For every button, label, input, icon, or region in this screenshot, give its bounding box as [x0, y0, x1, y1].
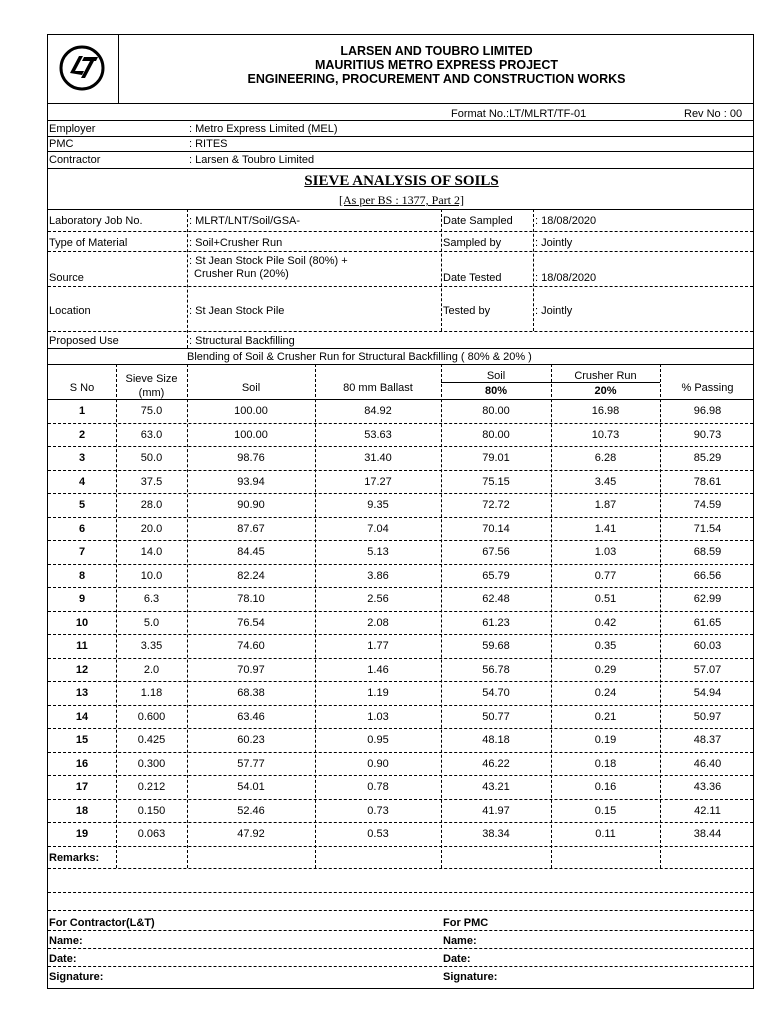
- cell-passing: 90.73: [693, 428, 722, 441]
- cell-sno: 3: [78, 452, 86, 464]
- material-label: Type of Material: [49, 237, 128, 249]
- column-header-ballast: 80 mm Ballast: [343, 382, 413, 394]
- row-divider: [48, 493, 753, 494]
- company-name: LARSEN AND TOUBRO LIMITED: [340, 44, 533, 58]
- cell-ballast: 0.53: [367, 828, 389, 840]
- row-divider: [48, 799, 753, 800]
- cell-sieve-size: 0.300: [137, 757, 166, 770]
- cell-crusher-run: 6.28: [594, 452, 617, 464]
- cell-passing: 61.65: [693, 616, 722, 629]
- cell-sieve-size: 0.600: [137, 710, 166, 723]
- location-label: Location: [49, 305, 91, 317]
- cell-crusher-run: 0.77: [594, 569, 617, 582]
- column-header-passing: % Passing: [681, 382, 734, 394]
- employer-label: Employer: [49, 123, 96, 135]
- row-divider: [48, 846, 753, 847]
- sieve-analysis-form: [47, 34, 754, 989]
- cell-passing: 43.36: [693, 781, 722, 793]
- cell-sno: 18: [75, 804, 89, 817]
- sampled-by-label: Sampled by: [443, 237, 502, 249]
- cell-passing: 54.94: [693, 687, 722, 699]
- cell-soil-blend: 38.34: [482, 828, 510, 840]
- row-divider: [48, 587, 753, 588]
- cell-soil: 57.77: [237, 757, 265, 770]
- row-divider: [48, 423, 753, 424]
- cell-crusher-run: 1.87: [594, 499, 617, 511]
- cell-ballast: 1.03: [367, 710, 389, 723]
- cell-crusher-run: 1.41: [594, 522, 617, 535]
- row-divider: [48, 634, 753, 635]
- cell-ballast: 17.27: [364, 475, 392, 488]
- cell-sno: 14: [75, 710, 89, 723]
- cell-crusher-run: 0.19: [594, 734, 617, 746]
- column-header-sieve-size: Sieve Size: [125, 373, 178, 385]
- date-sampled-value: : 18/08/2020: [535, 215, 597, 227]
- cell-sieve-size: 20.0: [140, 522, 163, 535]
- cell-ballast: 3.86: [367, 569, 389, 582]
- employer-value: : Metro Express Limited (MEL): [189, 123, 338, 135]
- lab-job-value: : MLRT/LNT/Soil/GSA-: [189, 215, 301, 227]
- pmc-name-label: Name:: [443, 935, 477, 947]
- cell-soil: 76.54: [237, 616, 265, 629]
- contractor-signoff-title: For Contractor(L&T): [49, 917, 155, 929]
- source-label: Source: [49, 272, 84, 284]
- column-header-sieve-unit: (mm): [138, 387, 165, 399]
- tested-by-label: Tested by: [443, 305, 491, 317]
- cell-crusher-run: 0.15: [594, 804, 617, 817]
- cell-soil: 63.46: [237, 710, 265, 723]
- row-divider: [48, 728, 753, 729]
- cell-crusher-run: 0.51: [594, 593, 617, 605]
- cell-sieve-size: 37.5: [140, 475, 163, 488]
- proposed-use-label: Proposed Use: [49, 335, 119, 347]
- row-divider: [48, 775, 753, 776]
- cell-passing: 96.98: [693, 405, 722, 417]
- column-header-crusher-run: Crusher Run: [574, 370, 637, 382]
- pmc-label: PMC: [49, 138, 74, 150]
- date-tested-value: : 18/08/2020: [535, 272, 597, 284]
- cell-soil: 98.76: [237, 452, 265, 464]
- cell-soil: 74.60: [237, 640, 265, 652]
- cell-sieve-size: 14.0: [140, 546, 163, 558]
- date-tested-label: Date Tested: [443, 272, 502, 284]
- cell-sno: 15: [75, 734, 89, 746]
- cell-soil-blend: 80.00: [482, 428, 510, 441]
- contractor-name-label: Name:: [49, 935, 83, 947]
- contractor-label: Contractor: [49, 154, 101, 166]
- cell-soil: 84.45: [237, 546, 265, 558]
- cell-crusher-run: 0.11: [595, 828, 616, 840]
- cell-ballast: 84.92: [364, 405, 392, 417]
- column-header-sno: S No: [69, 382, 95, 394]
- cell-passing: 78.61: [693, 475, 722, 488]
- source-value-line2: Crusher Run (20%): [194, 268, 289, 280]
- row-divider: [48, 658, 753, 659]
- cell-sieve-size: 3.35: [140, 640, 163, 652]
- row-divider: [48, 611, 753, 612]
- table-caption: Blending of Soil & Crusher Run for Structural Backfilling ( 80% & 20% ): [187, 351, 532, 363]
- source-value-line1: : St Jean Stock Pile Soil (80%) +: [189, 255, 348, 267]
- row-divider: [48, 540, 753, 541]
- cell-soil: 100.00: [234, 428, 268, 441]
- cell-soil: 68.38: [237, 687, 265, 699]
- cell-sno: 6: [78, 522, 86, 535]
- cell-ballast: 2.56: [367, 593, 389, 605]
- cell-ballast: 9.35: [367, 499, 389, 511]
- cell-soil-blend: 67.56: [482, 546, 510, 558]
- page-title: SIEVE ANALYSIS OF SOILS: [304, 173, 499, 189]
- cell-passing: 68.59: [693, 546, 722, 558]
- row-divider: [48, 752, 753, 753]
- format-number: Format No.:LT/MLRT/TF-01: [451, 108, 587, 120]
- row-divider: [48, 446, 753, 447]
- cell-soil-blend: 65.79: [482, 569, 510, 582]
- cell-soil-blend: 56.78: [482, 663, 510, 676]
- cell-sieve-size: 2.0: [143, 663, 160, 676]
- lab-job-label: Laboratory Job No.: [49, 215, 143, 227]
- cell-sieve-size: 50.0: [140, 452, 163, 464]
- contractor-value: : Larsen & Toubro Limited: [189, 154, 315, 166]
- cell-ballast: 53.63: [364, 428, 392, 441]
- cell-crusher-run: 0.18: [594, 757, 617, 770]
- cell-sno: 11: [76, 640, 88, 652]
- cell-soil: 47.92: [237, 828, 265, 840]
- cell-soil: 87.67: [237, 522, 265, 535]
- cell-soil-blend: 59.68: [482, 640, 510, 652]
- contractor-date-label: Date:: [49, 953, 77, 965]
- cell-sno: 12: [75, 663, 89, 676]
- cell-sieve-size: 1.18: [140, 687, 163, 699]
- cell-soil-blend: 79.01: [482, 452, 510, 464]
- cell-soil: 52.46: [237, 804, 265, 817]
- cell-sno: 13: [75, 687, 89, 699]
- cell-soil-blend: 72.72: [482, 499, 510, 511]
- remarks-label: Remarks:: [49, 852, 100, 864]
- pmc-signoff-title: For PMC: [443, 917, 489, 929]
- row-divider: [48, 564, 753, 565]
- row-divider: [48, 822, 753, 823]
- cell-crusher-run: 0.16: [594, 781, 617, 793]
- cell-soil-blend: 41.97: [482, 804, 510, 817]
- cell-sno: 1: [78, 405, 86, 417]
- cell-sno: 19: [75, 828, 89, 840]
- column-header-soil-blend: Soil: [486, 370, 506, 382]
- pmc-date-label: Date:: [443, 953, 471, 965]
- contractor-signature-label: Signature:: [49, 971, 104, 983]
- cell-crusher-run: 0.42: [594, 616, 617, 629]
- tested-by-value: : Jointly: [535, 305, 573, 317]
- cell-ballast: 5.13: [367, 546, 389, 558]
- cell-soil-blend: 75.15: [482, 475, 510, 488]
- cell-sieve-size: 28.0: [140, 499, 163, 511]
- cell-passing: 57.07: [693, 663, 722, 676]
- cell-sieve-size: 10.0: [140, 569, 163, 582]
- cell-ballast: 0.73: [367, 804, 389, 817]
- cell-sieve-size: 0.063: [137, 828, 166, 840]
- cell-passing: 71.54: [693, 522, 722, 535]
- cell-passing: 85.29: [693, 452, 722, 464]
- cell-sieve-size: 5.0: [143, 616, 160, 629]
- cell-ballast: 2.08: [367, 616, 389, 629]
- cell-crusher-run: 16.98: [591, 405, 620, 417]
- cell-sno: 10: [75, 616, 89, 629]
- cell-sno: 4: [78, 475, 86, 488]
- works-title: ENGINEERING, PROCUREMENT AND CONSTRUCTION WORKS: [247, 72, 626, 86]
- cell-passing: 62.99: [693, 593, 722, 605]
- cell-sno: 5: [78, 499, 86, 511]
- cell-ballast: 1.77: [367, 640, 389, 652]
- row-divider: [48, 705, 753, 706]
- cell-sieve-size: 0.212: [137, 781, 166, 793]
- cell-sno: 8: [78, 569, 86, 582]
- cell-ballast: 0.90: [367, 757, 389, 770]
- cell-sno: 9: [78, 593, 86, 605]
- cell-crusher-run: 10.73: [591, 428, 620, 441]
- cell-soil: 78.10: [237, 593, 265, 605]
- column-header-soil: Soil: [241, 382, 261, 394]
- cell-passing: 66.56: [693, 569, 722, 582]
- cell-passing: 48.37: [693, 734, 722, 746]
- cell-passing: 42.11: [694, 804, 721, 817]
- cell-soil-blend: 54.70: [482, 687, 510, 699]
- cell-soil-blend: 61.23: [482, 616, 510, 629]
- cell-sieve-size: 63.0: [140, 428, 163, 441]
- cell-sieve-size: 75.0: [140, 405, 163, 417]
- row-divider: [48, 517, 753, 518]
- cell-passing: 38.44: [693, 828, 722, 840]
- cell-soil-blend: 80.00: [482, 405, 510, 417]
- cell-crusher-run: 0.24: [594, 687, 617, 699]
- cell-soil: 82.24: [237, 569, 265, 582]
- cell-sieve-size: 0.150: [137, 804, 166, 817]
- cell-sno: 16: [75, 757, 89, 770]
- cell-soil-blend: 48.18: [482, 734, 510, 746]
- pmc-value: : RITES: [189, 138, 228, 150]
- column-header-crusher-percent: 20%: [594, 385, 617, 397]
- cell-soil-blend: 50.77: [482, 710, 510, 723]
- cell-crusher-run: 1.03: [594, 546, 617, 558]
- cell-soil: 54.01: [237, 781, 265, 793]
- cell-sno: 7: [78, 546, 86, 558]
- cell-crusher-run: 0.21: [594, 710, 617, 723]
- page-subtitle: [As per BS : 1377, Part 2]: [339, 193, 464, 207]
- column-header-soil-percent: 80%: [484, 385, 508, 397]
- material-value: : Soil+Crusher Run: [189, 237, 283, 249]
- cell-soil-blend: 62.48: [482, 593, 510, 605]
- row-divider: [48, 470, 753, 471]
- cell-soil-blend: 46.22: [482, 757, 510, 770]
- cell-passing: 60.03: [693, 640, 722, 652]
- cell-sieve-size: 0.425: [137, 734, 166, 746]
- cell-ballast: 1.46: [367, 663, 389, 676]
- cell-soil: 93.94: [237, 475, 265, 488]
- cell-sno: 17: [75, 781, 89, 793]
- cell-sno: 2: [78, 428, 86, 441]
- lt-logo-icon: [57, 42, 107, 94]
- cell-ballast: 31.40: [364, 452, 392, 464]
- cell-crusher-run: 0.35: [594, 640, 617, 652]
- cell-soil: 70.97: [237, 663, 265, 676]
- cell-sieve-size: 6.3: [143, 593, 160, 605]
- cell-ballast: 0.78: [367, 781, 389, 793]
- cell-soil-blend: 70.14: [482, 522, 510, 535]
- cell-ballast: 1.19: [367, 687, 389, 699]
- cell-soil: 90.90: [237, 499, 265, 511]
- cell-soil-blend: 43.21: [482, 781, 510, 793]
- cell-soil: 60.23: [237, 734, 265, 746]
- cell-passing: 50.97: [693, 710, 722, 723]
- cell-ballast: 0.95: [367, 734, 389, 746]
- cell-passing: 46.40: [693, 757, 722, 770]
- date-sampled-label: Date Sampled: [443, 215, 513, 227]
- proposed-use-value: : Structural Backfilling: [189, 335, 295, 347]
- pmc-signature-label: Signature:: [443, 971, 498, 983]
- cell-ballast: 7.04: [367, 522, 389, 535]
- row-divider: [48, 681, 753, 682]
- cell-crusher-run: 3.45: [594, 475, 617, 488]
- cell-soil: 100.00: [234, 405, 268, 417]
- cell-passing: 74.59: [693, 499, 722, 511]
- sampled-by-value: : Jointly: [535, 237, 573, 249]
- location-value: : St Jean Stock Pile: [189, 305, 285, 317]
- project-name: MAURITIUS METRO EXPRESS PROJECT: [314, 58, 559, 72]
- cell-crusher-run: 0.29: [594, 663, 617, 676]
- revision-number: Rev No : 00: [684, 108, 743, 120]
